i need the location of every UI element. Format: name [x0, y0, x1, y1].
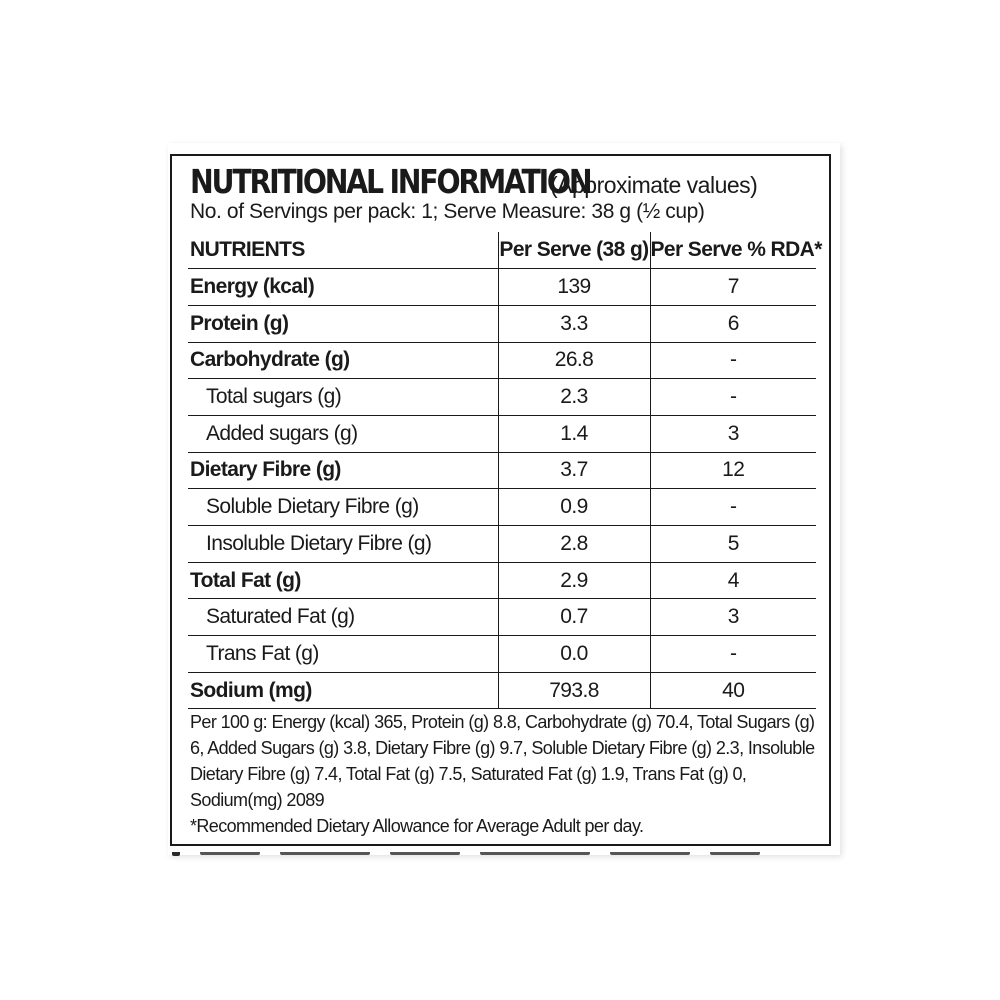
table-row [188, 672, 816, 709]
per-serve-value: 0.7 [498, 599, 650, 636]
table-row [188, 489, 816, 526]
nutrient-name: Carbohydrate (g) [188, 342, 498, 379]
rda-value: 40 [650, 672, 816, 709]
nutrient-name: Total Fat (g) [188, 562, 498, 599]
footnote [190, 709, 818, 839]
table-row [188, 379, 816, 416]
rda-value: 12 [650, 452, 816, 489]
nutrition-label [170, 154, 831, 846]
per-serve-value: 139 [498, 269, 650, 306]
per-serve-value: 0.0 [498, 636, 650, 673]
nutrient-name: Energy (kcal) [188, 269, 498, 306]
rda-value: 3 [650, 415, 816, 452]
per-serve-value: 2.8 [498, 526, 650, 563]
rda-value: 7 [650, 269, 816, 306]
rda-value: - [650, 342, 816, 379]
nutrient-name: Protein (g) [188, 305, 498, 342]
per-serve-value: 0.9 [498, 489, 650, 526]
cut-off-text-fragment [170, 852, 770, 862]
rda-value: 5 [650, 526, 816, 563]
table-row [188, 562, 816, 599]
per-serve-value: 793.8 [498, 672, 650, 709]
table-row [188, 269, 816, 306]
rda-value: 3 [650, 599, 816, 636]
table-header-row [188, 232, 816, 269]
header-rda: Per Serve % RDA* [650, 232, 816, 269]
nutrient-name: Dietary Fibre (g) [188, 452, 498, 489]
nutrient-name: Insoluble Dietary Fibre (g) [188, 526, 498, 563]
table-row [188, 342, 816, 379]
header-per-serve: Per Serve (38 g) [498, 232, 650, 269]
per-serve-value: 2.3 [498, 379, 650, 416]
per-serve-value: 3.7 [498, 452, 650, 489]
rda-note: *Recommended Dietary Allowance for Average Adult per day. [190, 816, 644, 836]
table-row [188, 636, 816, 673]
rda-value: - [650, 636, 816, 673]
per-serve-value: 26.8 [498, 342, 650, 379]
nutrient-name: Trans Fat (g) [188, 636, 498, 673]
nutrient-name: Sodium (mg) [188, 672, 498, 709]
nutrient-name: Soluble Dietary Fibre (g) [188, 489, 498, 526]
table-row [188, 305, 816, 342]
header-nutrients: NUTRIENTS [188, 232, 498, 269]
rda-value: - [650, 379, 816, 416]
rda-value: 4 [650, 562, 816, 599]
table-row [188, 415, 816, 452]
per-serve-value: 1.4 [498, 415, 650, 452]
servings-line: No. of Servings per pack: 1; Serve Measure: 38 g (½ cup) [190, 200, 705, 223]
per-serve-value: 2.9 [498, 562, 650, 599]
per-100g-text: Per 100 g: Energy (kcal) 365, Protein (g) 8.8, Carbohydrate (g) 70.4, Total Sugars (g) 6, Added Sugars (g) 3.8, Dietary Fibre (g) 9.7, Soluble Dietary Fibre (g) 2.3, Insoluble Dietary Fibre (g) 7.4, Total Fat (g) 7.5, Saturated Fat (g) 1.9, Trans Fat (g) 0, Sodium(mg) 2089 [190, 712, 815, 810]
table-row [188, 599, 816, 636]
nutrition-table [188, 232, 822, 709]
rda-value: - [650, 489, 816, 526]
nutrient-name: Added sugars (g) [188, 415, 498, 452]
rda-value: 6 [650, 305, 816, 342]
label-title: NUTRITIONAL INFORMATION [190, 162, 591, 201]
title-note: (Approximate values) [550, 172, 758, 198]
table-row [188, 452, 816, 489]
nutrient-name: Total sugars (g) [188, 379, 498, 416]
table-row [188, 526, 816, 563]
per-serve-value: 3.3 [498, 305, 650, 342]
nutrient-name: Saturated Fat (g) [188, 599, 498, 636]
